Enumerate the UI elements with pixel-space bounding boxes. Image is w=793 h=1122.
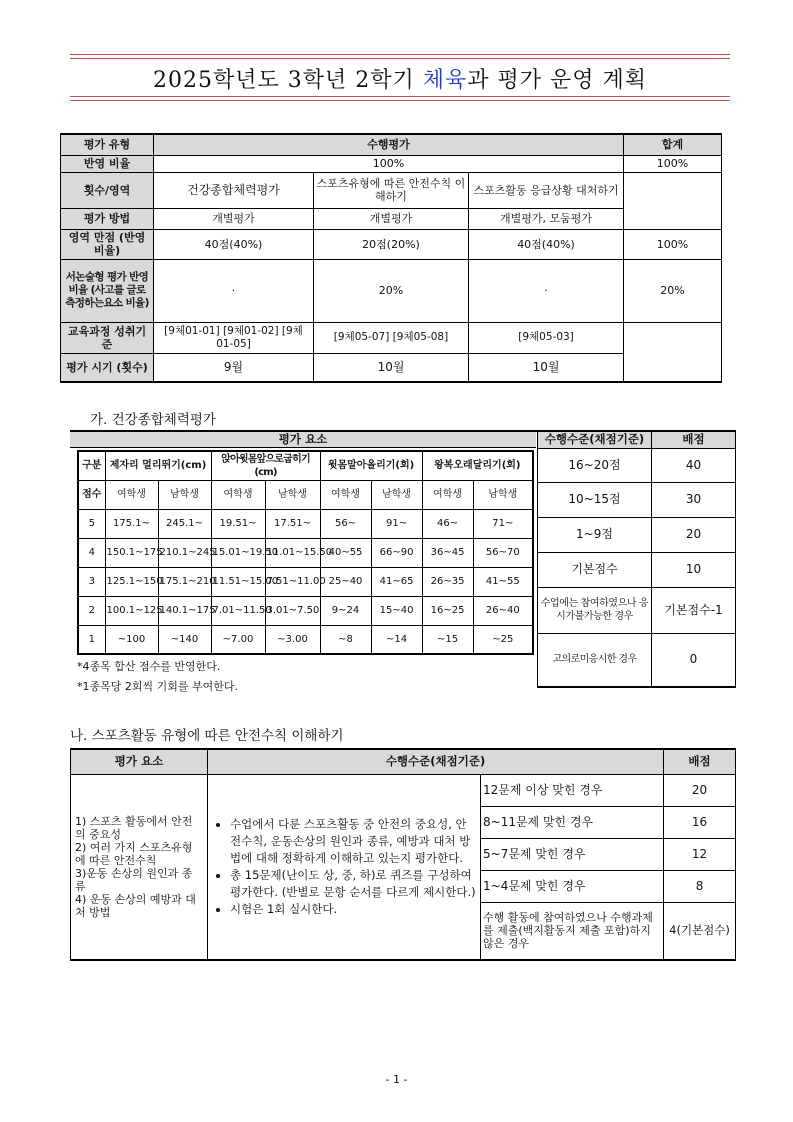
safety-points: 16	[664, 806, 736, 838]
table-row	[78, 625, 533, 654]
safety-level: 5~7문제 맞힌 경우	[481, 838, 664, 870]
essay-total: 20%	[624, 259, 722, 322]
cell: 17.51~	[265, 509, 320, 538]
cell: 41~65	[371, 567, 422, 596]
safety-criteria-description	[208, 774, 481, 960]
cell: 100.1~125	[105, 596, 158, 625]
label-type: 평가 유형	[61, 134, 154, 155]
cell: ~140	[158, 625, 211, 654]
label-area: 횟수/영역	[61, 172, 154, 208]
title-rule-bottom	[70, 96, 730, 97]
cell: 66~90	[371, 538, 422, 567]
safety-level: 8~11문제 맞힌 경우	[481, 806, 664, 838]
cell: ~15	[422, 625, 473, 654]
cell: ~25	[473, 625, 533, 654]
cell: ~7.00	[211, 625, 265, 654]
cell: 19.51~	[211, 509, 265, 538]
cell: 140.1~175	[158, 596, 211, 625]
element-item: 2) 여러 가지 스포츠유형에 따른 안전수칙	[75, 840, 193, 867]
cell: 26~40	[473, 596, 533, 625]
cell: 7.01~11.50	[211, 596, 265, 625]
table-row	[538, 517, 736, 552]
safety-level: 1~4문제 맞힌 경우	[481, 870, 664, 902]
essay-2: 20%	[314, 259, 469, 322]
summary-table	[60, 133, 722, 383]
area-3: 스포츠활동 응급상황 대처하기	[469, 172, 624, 208]
timing-3: 10월	[469, 353, 624, 382]
safety-level: 12문제 이상 맞힌 경우	[481, 774, 664, 806]
male-header: 남학생	[371, 480, 422, 509]
female-header: 여학생	[422, 480, 473, 509]
criteria-level: 16~20점	[538, 448, 652, 482]
row-score: 1	[78, 625, 105, 654]
cell: 125.1~150	[105, 567, 158, 596]
label-essay: 서논술형 평가 반영 비율 (사고를 글로 측정하는요소 비율)	[61, 259, 154, 322]
note-2: *1종목당 2회씩 기회를 부여한다.	[77, 680, 238, 693]
cell: 9~24	[320, 596, 371, 625]
criteria-points: 30	[652, 482, 736, 517]
safety-elements	[71, 774, 208, 960]
essay-3: ·	[469, 259, 624, 322]
criteria-level: 기본점수	[538, 552, 652, 587]
cell: 15.01~19.50	[211, 538, 265, 567]
criteria-level: 10~15점	[538, 482, 652, 517]
table-row	[78, 567, 533, 596]
row-score: 3	[78, 567, 105, 596]
table-row	[538, 482, 736, 517]
fitness-score-table	[77, 450, 534, 655]
table-row	[78, 538, 533, 567]
score-1: 40점(40%)	[154, 229, 314, 259]
cell: 210.1~245	[158, 538, 211, 567]
safety-points: 8	[664, 870, 736, 902]
cell: 3.01~7.50	[265, 596, 320, 625]
bullet-item: • 시험은 1회 실시한다.	[230, 901, 476, 918]
safety-points: 4(기본점수)	[664, 902, 736, 960]
row-score: 2	[78, 596, 105, 625]
timing-1: 9월	[154, 353, 314, 382]
cell: 91~	[371, 509, 422, 538]
safety-elements-header: 평가 요소	[71, 749, 208, 774]
cell: 7.51~11.00	[265, 567, 320, 596]
cell: ~14	[371, 625, 422, 654]
row-score: 5	[78, 509, 105, 538]
title-rule-top	[70, 54, 730, 55]
area-2: 스포츠유형에 따른 안전수칙 이해하기	[314, 172, 469, 208]
method-1: 개별평가	[154, 208, 314, 229]
bullet-item: • 총 15문제(난이도 상, 중, 하)로 퀴즈를 구성하여 평가한다. (반별로 문항 순서를 다르게 제시한다.)	[230, 867, 476, 901]
male-header: 남학생	[158, 480, 211, 509]
criteria-points: 0	[652, 633, 736, 687]
score-2: 20점(20%)	[314, 229, 469, 259]
page-number: - 1 -	[385, 1073, 408, 1086]
cell: 71~	[473, 509, 533, 538]
event-long-jump: 제자리 멀리뛰기(cm)	[105, 451, 211, 480]
cell: 25~40	[320, 567, 371, 596]
criteria-points: 기본점수-1	[652, 587, 736, 633]
inner-label-score: 점수	[78, 480, 105, 509]
area-1: 건강종합체력평가	[154, 172, 314, 208]
page-title: 2025학년도 3학년 2학기 체육과 평가 운영 계획	[153, 68, 647, 93]
cell: 150.1~175	[105, 538, 158, 567]
cell: ~3.00	[265, 625, 320, 654]
label-timing: 평가 시기 (횟수)	[61, 353, 154, 382]
female-header: 여학생	[211, 480, 265, 509]
section-b-heading: 나. 스포츠활동 유형에 따른 안전수칙 이해하기	[70, 728, 344, 744]
bullet-item: • 수업에서 다룬 스포츠활동 중 안전의 중요성, 안전수칙, 운동손상의 원인과 종류, 예방과 대처 방법에 대해 정확하게 이해하고 있는지 평가한다.	[230, 816, 476, 867]
safety-table	[70, 748, 736, 961]
cell: 11.51~15.00	[211, 567, 265, 596]
safety-points: 20	[664, 774, 736, 806]
standard-3: [9체05-03]	[469, 322, 624, 353]
female-header: 여학생	[320, 480, 371, 509]
section-a-heading: 가. 건강종합체력평가	[90, 412, 216, 428]
fitness-criteria-table	[537, 430, 736, 688]
table-row	[538, 552, 736, 587]
label-score: 영역 만점 (반영 비율)	[61, 229, 154, 259]
table-row	[78, 596, 533, 625]
type-value: 수행평가	[154, 134, 624, 155]
area-total-empty	[624, 172, 722, 229]
event-curl-up: 윗몸말아올리기(회)	[320, 451, 422, 480]
standard-total-empty	[624, 322, 722, 382]
safety-points-header: 배점	[664, 749, 736, 774]
criteria-header: 수행수준(채점기준)	[538, 431, 652, 448]
criteria-level: 1~9점	[538, 517, 652, 552]
cell: 41~55	[473, 567, 533, 596]
label-method: 평가 방법	[61, 208, 154, 229]
cell: ~8	[320, 625, 371, 654]
cell: 11.01~15.50	[265, 538, 320, 567]
safety-points: 12	[664, 838, 736, 870]
ratio-value: 100%	[154, 155, 624, 172]
standard-2: [9체05-07] [9체05-08]	[314, 322, 469, 353]
table-row	[538, 587, 736, 633]
timing-2: 10월	[314, 353, 469, 382]
method-3: 개별평가, 모둠평가	[469, 208, 624, 229]
event-shuttle-run: 왕복오래달리기(회)	[422, 451, 533, 480]
event-sit-reach: 앉아윗몸앞으로굽히기(cm)	[211, 451, 320, 480]
score-3: 40점(40%)	[469, 229, 624, 259]
element-item: 4) 운동 손상의 예방과 대처 방법	[75, 892, 196, 919]
note-1: *4종목 합산 점수를 반영한다.	[77, 660, 221, 673]
section-a-elements-header: 평가 요소	[70, 432, 536, 448]
female-header: 여학생	[105, 480, 158, 509]
standard-1: [9체01-01] [9체01-02] [9체01-05]	[154, 322, 314, 353]
inner-label-category: 구분	[78, 451, 105, 480]
cell: 175.1~	[105, 509, 158, 538]
title-rule-bottom-2	[70, 100, 730, 101]
points-header: 배점	[652, 431, 736, 448]
label-standard: 교육과정 성취기준	[61, 322, 154, 353]
cell: 16~25	[422, 596, 473, 625]
cell: 175.1~210	[158, 567, 211, 596]
title-rule-top-2	[70, 58, 730, 59]
cell: 15~40	[371, 596, 422, 625]
essay-1: ·	[154, 259, 314, 322]
ratio-total: 100%	[624, 155, 722, 172]
element-item: 1) 스포츠 활동에서 안전의 중요성	[75, 814, 193, 841]
safety-criteria-header: 수행수준(채점기준)	[208, 749, 664, 774]
label-total: 합계	[624, 134, 722, 155]
cell: 56~70	[473, 538, 533, 567]
safety-level: 수행 활동에 참여하였으나 수행과제를 제출(백지활동지 제출 포함)하지 않은 경우	[481, 902, 664, 960]
criteria-level: 수업에는 참여하였으나 응시가불가능한 경우	[538, 587, 652, 633]
label-ratio: 반영 비율	[61, 155, 154, 172]
criteria-points: 40	[652, 448, 736, 482]
male-header: 남학생	[265, 480, 320, 509]
method-2: 개별평가	[314, 208, 469, 229]
cell: 245.1~	[158, 509, 211, 538]
cell: 36~45	[422, 538, 473, 567]
table-row	[538, 448, 736, 482]
table-row	[78, 509, 533, 538]
cell: ~100	[105, 625, 158, 654]
score-total: 100%	[624, 229, 722, 259]
table-row	[538, 633, 736, 687]
cell: 26~35	[422, 567, 473, 596]
criteria-level: 고의로미응시한 경우	[538, 633, 652, 687]
cell: 46~	[422, 509, 473, 538]
criteria-points: 20	[652, 517, 736, 552]
male-header: 남학생	[473, 480, 533, 509]
cell: 40~55	[320, 538, 371, 567]
criteria-points: 10	[652, 552, 736, 587]
element-item: 3)운동 손상의 원인과 종류	[75, 866, 193, 893]
row-score: 4	[78, 538, 105, 567]
cell: 56~	[320, 509, 371, 538]
